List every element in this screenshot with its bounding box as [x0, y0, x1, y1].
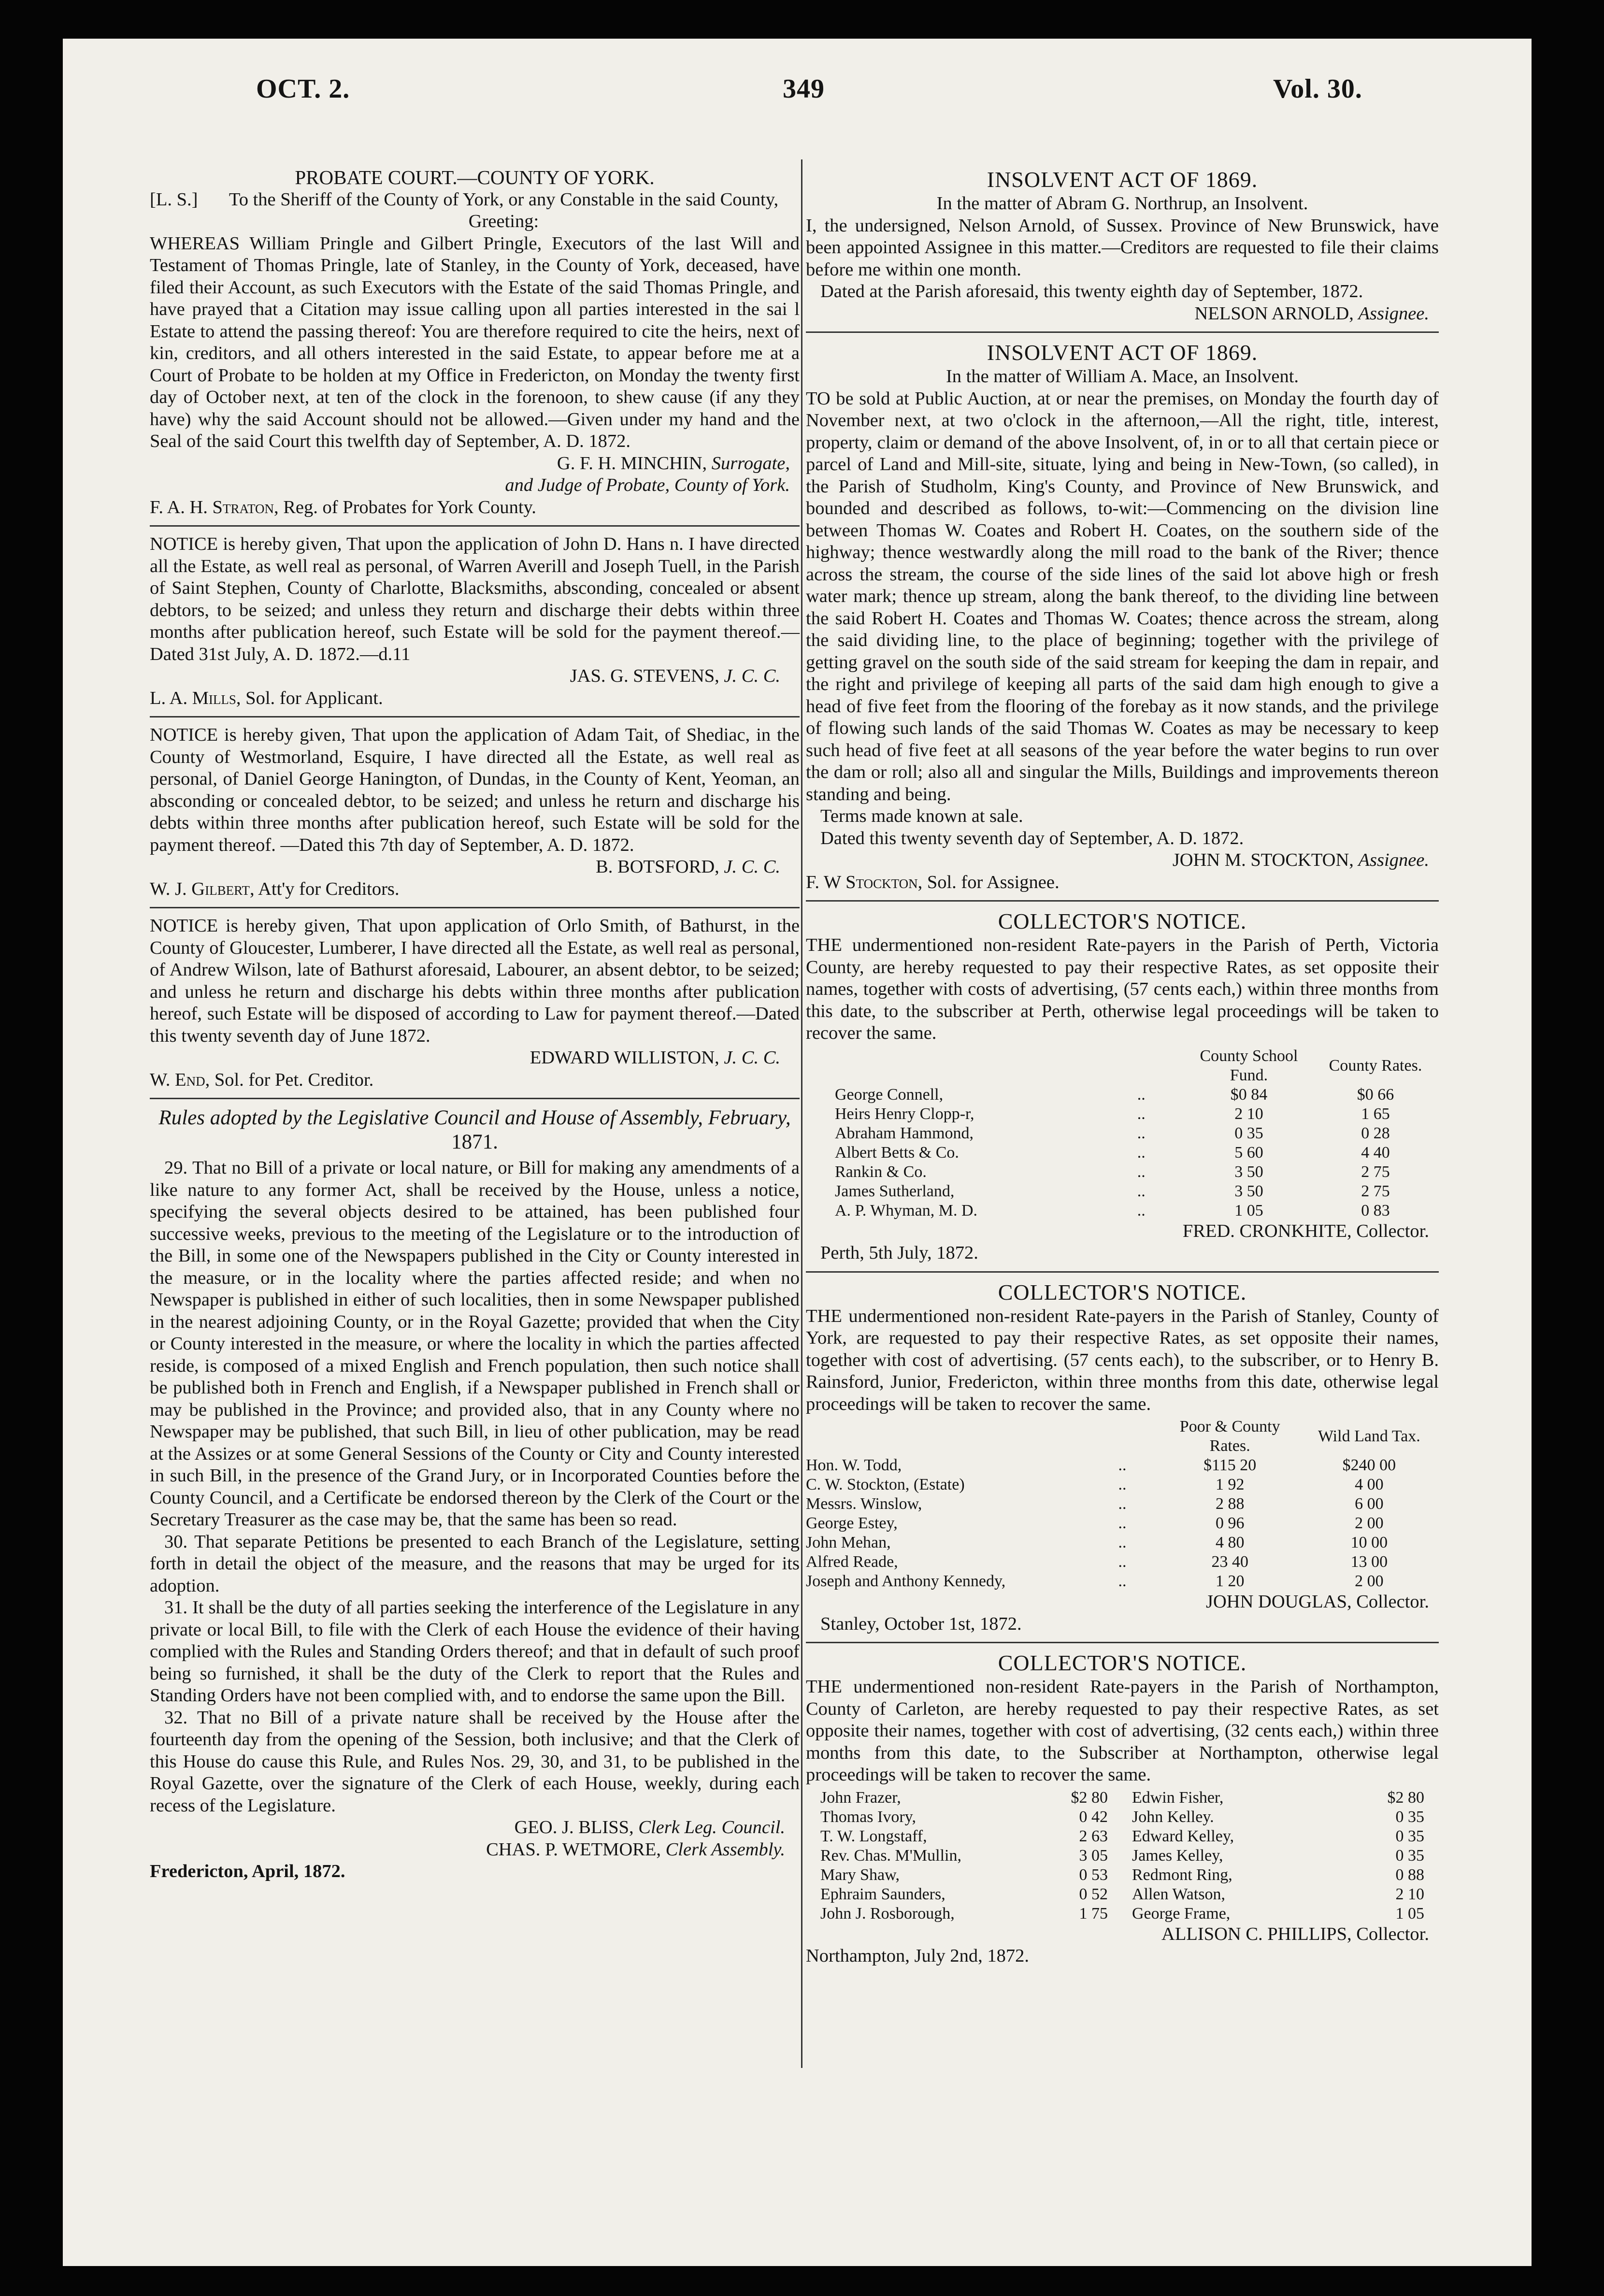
payer-name: Redmont Ring,	[1131, 1866, 1232, 1884]
signer-name: GEO. J. BLISS,	[514, 1817, 634, 1837]
table-cell	[1084, 1417, 1160, 1456]
solicitor-role: Att'y for Creditors.	[258, 878, 400, 899]
leader-dots: ..	[1118, 1476, 1127, 1493]
right-column	[806, 167, 1439, 1974]
leader-dots: ..	[1118, 1534, 1127, 1551]
amount-cell: 2 88	[1215, 1495, 1245, 1513]
insolvent-title: INSOLVENT ACT OF 1869.	[987, 340, 1258, 365]
table-row	[806, 1143, 1439, 1162]
solicitor-role: Sol. for Pet. Creditor.	[214, 1069, 374, 1090]
table-row	[806, 1085, 1439, 1105]
table-row	[806, 1904, 1439, 1923]
rules-place-date: Fredericton, April, 1872.	[150, 1861, 345, 1881]
amount-cell: 6 00	[1355, 1495, 1384, 1513]
payer-name: James Kelley,	[1131, 1846, 1223, 1865]
table-row	[806, 1533, 1439, 1552]
notice-solicitor	[150, 688, 800, 710]
signer-name: B. BOTSFORD,	[596, 857, 719, 877]
collector-place: Perth, 5th July, 1872.	[820, 1243, 978, 1263]
amount-cell: 0 42	[1079, 1808, 1108, 1826]
payer-name: John J. Rosborough,	[820, 1904, 955, 1923]
amount-cell: 0 53	[1079, 1866, 1108, 1884]
payer-name: Messrs. Winslow,	[806, 1495, 922, 1513]
signer-role: Clerk Assembly.	[665, 1839, 785, 1860]
table-row	[806, 1456, 1439, 1475]
amount-cell: 13 00	[1350, 1553, 1388, 1571]
probate-registrar	[150, 497, 800, 519]
probate-signature	[150, 453, 800, 475]
insolvent-matter: In the matter of Abram G. Northrup, an Insolvent.	[936, 193, 1308, 214]
rule-31: 31. It shall be the duty of all parties seeking the interference of the Legislature in any private or local Bill, to file with the Clerk of each House the evidence of their having complied with the Rules and Standing Orders thereof; and that in default of such proof being so furnished, it shall be the duty of the Clerk to report that the Rules and Standing Orders have not been complied with, and to endorse the same upon the Bill.	[150, 1597, 800, 1706]
rules-title-year: 1871.	[451, 1131, 498, 1153]
table-row	[806, 1788, 1439, 1808]
insolvent-northrup	[806, 167, 1439, 333]
amount-cell: 2 75	[1361, 1162, 1390, 1181]
collector-body: THE undermentioned non-resident Rate-payers in the Parish of Northampton, County of Carleton, are hereby requested to pay their respective Rates, as set opposite their names, together with cost of advertising, (32 cents each,) within three months from this date, to the Subscriber at Northampton, otherwise legal proceedings will be taken to recover the same.	[806, 1677, 1439, 1785]
leader-dots: ..	[1137, 1201, 1146, 1220]
payer-name: Edward Kelley,	[1131, 1827, 1234, 1845]
signer-name: NELSON ARNOLD,	[1194, 303, 1354, 324]
table-row	[806, 1182, 1439, 1201]
payer-name: Rankin & Co.	[835, 1162, 927, 1181]
amount-cell: 0 35	[1234, 1124, 1263, 1142]
probate-address: To the Sheriff of the County of York, or any Constable in the said County, Greeting:	[229, 189, 779, 231]
amount-cell: 5 60	[1234, 1143, 1263, 1162]
amount-cell: 1 92	[1215, 1476, 1245, 1493]
payer-name: Thomas Ivory,	[820, 1808, 916, 1826]
column-header: County Rates.	[1329, 1056, 1422, 1075]
page-number: 349	[783, 74, 825, 104]
signer-role: Assignee.	[1358, 850, 1429, 870]
notice-body: NOTICE is hereby given, That upon the application of John D. Hans n. I have directed all the Estate, as well real as personal, of Warren Averill and Joseph Tuell, in the Parish of Saint Stephen, County of Charlotte, Blacksmiths, absconding, concealed or absent debtors, to be seized; and unless they return and discharge their debts within three months after publication hereof, such Estate will be sold for the payment thereof.—Dated 31st July, A. D. 1872.—d.11	[150, 534, 800, 664]
column-header: County School Fund.	[1200, 1047, 1298, 1084]
signer-role: J. C. C.	[724, 666, 780, 686]
amount-cell: 0 35	[1395, 1827, 1424, 1845]
table-row	[806, 1105, 1439, 1124]
table-row	[806, 1866, 1439, 1885]
insolvent-dated: Dated this twenty seventh day of September, A. D. 1872.	[820, 828, 1244, 848]
amount-cell: 1 65	[1361, 1105, 1390, 1123]
payer-name: Edwin Fisher,	[1131, 1788, 1224, 1807]
divider	[806, 331, 1439, 333]
rules-signature-council	[150, 1817, 800, 1839]
signer-name: G. F. H. MINCHIN,	[557, 453, 707, 474]
notice-signature	[150, 856, 800, 878]
payer-name: T. W. Longstaff,	[820, 1827, 927, 1845]
table-row	[806, 1846, 1439, 1866]
payer-name: Joseph and Anthony Kennedy,	[806, 1572, 1006, 1590]
probate-title: PROBATE COURT.—COUNTY OF YORK.	[295, 166, 655, 188]
registrar-role: Reg. of Probates for York County.	[283, 497, 536, 517]
amount-cell: 2 63	[1079, 1827, 1108, 1845]
table-row	[806, 1808, 1439, 1827]
amount-cell: 0 35	[1395, 1808, 1424, 1826]
collector-stanley	[806, 1279, 1439, 1644]
collector-signature: ALLISON C. PHILLIPS, Collector.	[1161, 1923, 1429, 1944]
leader-dots: ..	[1118, 1572, 1127, 1590]
amount-cell: 4 80	[1215, 1534, 1245, 1551]
collector-rows	[806, 1456, 1439, 1591]
table-header	[806, 1417, 1439, 1456]
collector-table	[806, 1788, 1439, 1923]
amount-cell: 2 10	[1395, 1885, 1424, 1903]
amount-cell: 10 00	[1350, 1534, 1388, 1551]
column-divider	[801, 159, 802, 2068]
amount-cell: 2 00	[1355, 1572, 1384, 1590]
amount-cell: 2 10	[1234, 1105, 1263, 1123]
amount-cell: 0 88	[1395, 1866, 1424, 1884]
leader-dots: ..	[1137, 1085, 1146, 1104]
collector-northampton	[806, 1650, 1439, 1967]
amount-cell: 4 00	[1355, 1476, 1384, 1493]
signer-role: J. C. C.	[724, 1048, 780, 1068]
divider	[150, 716, 800, 718]
insolvent-signature	[806, 849, 1439, 872]
left-column	[150, 167, 800, 1890]
collector-rows	[806, 1085, 1439, 1220]
amount-cell: $0 66	[1357, 1085, 1394, 1104]
solicitor-name: L. A. Mills,	[150, 688, 241, 708]
leader-dots: ..	[1137, 1143, 1146, 1162]
signer-name: JOHN M. STOCKTON,	[1172, 850, 1354, 870]
seal-mark: [L. S.]	[150, 189, 198, 210]
payer-name: George Frame,	[1131, 1904, 1231, 1923]
notice-signature	[150, 665, 800, 688]
table-row	[806, 1124, 1439, 1143]
amount-cell: $2 80	[1387, 1788, 1424, 1807]
table-row	[806, 1514, 1439, 1533]
leader-dots: ..	[1137, 1124, 1146, 1142]
payer-name: John Kelley.	[1131, 1808, 1214, 1826]
collector-place: Stanley, October 1st, 1872.	[820, 1613, 1022, 1634]
payer-name: George Connell,	[835, 1085, 944, 1104]
amount-cell: 1 05	[1234, 1201, 1263, 1220]
divider	[806, 1642, 1439, 1643]
payer-name: Abraham Hammond,	[835, 1124, 974, 1142]
insolvent-mace	[806, 340, 1439, 902]
amount-cell: 3 50	[1234, 1182, 1263, 1200]
signer-name: JAS. G. STEVENS,	[570, 666, 719, 686]
payer-name: Rev. Chas. M'Mullin,	[820, 1846, 961, 1865]
insolvent-matter: In the matter of William A. Mace, an Insolvent.	[945, 366, 1299, 387]
payer-name: Allen Watson,	[1131, 1885, 1226, 1903]
rule-29: 29. That no Bill of a private or local nature, or Bill for making any amendments of a like nature to any former Act, shall be received by the House, unless a notice, specifying the several objects desired to be attained, has been published four successive weeks, previous to the meeting of the Legislature or to the introduction of the Bill, in some one of the Newspapers published in the City or County interested in the measure, or in the locality where the parties affected reside; and when no Newspaper is published in either of such localities, then in some Newspaper published in the nearest adjoining County, or in the Royal Gazette; provided that when the City or County interested in the measure, or where the locality in which the parties affected reside, is composed of a mixed English and French population, then such notice shall be published both in French and English, if a Newspaper published in French shall or may be published in the Province; and provided also, that in any County where no Newspaper may be published, that such Bill, in lieu of other publication, may be read at the Assizes or at some General Sessions of the County or City and County interested in such Bill, in the presence of the Grand Jury, or in Incorporated Counties before the County Council, and a Certificate be endorsed thereon by the Clerk of the Court or the Secretary Treasurer as the case may be, that the same has been so read.	[150, 1158, 800, 1530]
collector-title: COLLECTOR'S NOTICE.	[998, 909, 1247, 933]
column-header: Poor & County Rates.	[1179, 1418, 1280, 1455]
collector-table	[806, 1047, 1439, 1220]
collector-body: THE undermentioned non-resident Rate-payers in the Parish of Perth, Victoria County, are hereby requested to pay their respective Rates, as set opposite their names, together with costs of advertising, (57 cents each,) within three months from this date, to the subscriber at Perth, otherwise legal proceedings will be taken to recover the same.	[806, 935, 1439, 1043]
amount-cell: 1 20	[1215, 1572, 1245, 1590]
probate-signature-role: and Judge of Probate, County of York.	[505, 475, 790, 495]
amount-cell: 23 40	[1211, 1553, 1248, 1571]
notice-body: NOTICE is hereby given, That upon the application of Adam Tait, of Shediac, in the County of Westmorland, Esquire, I have directed all the Estate, as well real as personal, of Daniel George Hanington, of Dundas, in the County of Kent, Yeoman, an absconding or concealed debtor, to be seized; and unless he return and discharge his debts within three months after publication hereof, such Estate will be sold for the payment thereof. —Dated this 7th day of September, A. D. 1872.	[150, 725, 800, 855]
solicitor-name: F. W Stockton,	[806, 872, 923, 892]
table-header	[806, 1047, 1439, 1085]
amount-cell: 1 05	[1395, 1904, 1424, 1923]
table-row	[806, 1827, 1439, 1846]
amount-cell: $115 20	[1203, 1456, 1257, 1474]
payer-name: Heirs Henry Clopp-r,	[835, 1105, 974, 1123]
solicitor-role: Sol. for Assignee.	[927, 872, 1060, 892]
amount-cell: 0 35	[1395, 1846, 1424, 1865]
table-row	[806, 1572, 1439, 1591]
amount-cell: 0 52	[1079, 1885, 1108, 1903]
notice-botsford	[150, 724, 800, 908]
solicitor-role: Sol. for Applicant.	[245, 688, 383, 708]
amount-cell: 0 83	[1361, 1201, 1390, 1220]
insolvent-signature	[806, 303, 1439, 325]
leader-dots: ..	[1137, 1182, 1146, 1200]
collector-table	[806, 1417, 1439, 1591]
insolvent-dated: Dated at the Parish aforesaid, this twenty eighth day of September, 1872.	[820, 281, 1363, 301]
amount-cell: $0 84	[1230, 1085, 1268, 1104]
collector-place: Northampton, July 2nd, 1872.	[806, 1946, 1029, 1966]
payer-name: Ephraim Saunders,	[820, 1885, 945, 1903]
amount-cell: 3 05	[1079, 1846, 1108, 1865]
solicitor-name: W. End,	[150, 1069, 210, 1090]
collector-rows	[806, 1788, 1439, 1923]
payer-name: Albert Betts & Co.	[835, 1143, 959, 1162]
payer-name: Mary Shaw,	[820, 1866, 900, 1884]
leader-dots: ..	[1118, 1514, 1127, 1532]
table-row	[806, 1201, 1439, 1220]
leader-dots: ..	[1118, 1456, 1127, 1474]
divider	[150, 907, 800, 908]
notice-solicitor	[150, 878, 800, 901]
amount-cell: 3 50	[1234, 1162, 1263, 1181]
signer-role: Assignee.	[1358, 303, 1429, 324]
signer-role: J. C. C.	[724, 857, 780, 877]
rule-32: 32. That no Bill of a private nature shall be received by the House after the fourteenth day from the opening of the Session, both inclusive; and that the Clerk of this House do cause this Rule, and Rules Nos. 29, 30, and 31, to be published in the Royal Gazette, over the signature of the Clerk of each House, weekly, during each recess of the Legislature.	[150, 1707, 800, 1816]
table-cell	[806, 1417, 1084, 1456]
divider	[806, 900, 1439, 902]
signer-name: EDWARD WILLISTON,	[530, 1048, 719, 1068]
rules-signature-assembly	[150, 1839, 800, 1861]
amount-cell: 2 75	[1361, 1182, 1390, 1200]
collector-perth	[806, 908, 1439, 1273]
notice-williston	[150, 915, 800, 1099]
rules-title-text: Rules adopted by the Legislative Council and House of Assembly, February,	[158, 1106, 791, 1129]
table-row	[806, 1494, 1439, 1514]
collector-title: COLLECTOR'S NOTICE.	[998, 1650, 1247, 1675]
amount-cell: $240 00	[1342, 1456, 1396, 1474]
table-row	[806, 1475, 1439, 1494]
header-date: OCT. 2.	[256, 74, 350, 104]
payer-name: James Sutherland,	[835, 1182, 955, 1200]
probate-address-row	[150, 189, 800, 233]
leader-dots: ..	[1118, 1553, 1127, 1571]
header-volume: Vol. 30.	[1273, 74, 1362, 104]
registrar-name: F. A. H. Straton,	[150, 497, 279, 517]
collector-title: COLLECTOR'S NOTICE.	[998, 1279, 1247, 1305]
table-row	[806, 1885, 1439, 1904]
leader-dots: ..	[1137, 1162, 1146, 1181]
signer-role: Surrogate,	[711, 453, 790, 474]
payer-name: A. P. Whyman, M. D.	[835, 1201, 977, 1220]
insolvent-solicitor	[806, 872, 1439, 894]
notice-solicitor	[150, 1069, 800, 1091]
divider	[150, 1098, 800, 1099]
amount-cell: 0 28	[1361, 1124, 1390, 1142]
notice-stevens	[150, 533, 800, 718]
signer-name: CHAS. P. WETMORE,	[486, 1839, 661, 1860]
table-cell	[806, 1047, 1097, 1085]
rules-title	[150, 1106, 800, 1154]
signer-role: Clerk Leg. Council.	[638, 1817, 785, 1837]
payer-name: John Frazer,	[820, 1788, 901, 1807]
collector-signature: JOHN DOUGLAS, Collector.	[1206, 1592, 1429, 1612]
leader-dots: ..	[1118, 1495, 1127, 1513]
table-cell	[1097, 1047, 1186, 1085]
rule-30: 30. That separate Petitions be presented to each Branch of the Legislature, setting forth in detail the object of the measure, and the reasons that may be urged for its adoption.	[150, 1531, 800, 1596]
amount-cell: 2 00	[1355, 1514, 1384, 1532]
collector-body: THE undermentioned non-resident Rate-payers in the Parish of Stanley, County of York, are requested to pay their respective Rates, as set opposite their names, together with cost of advertising. (57 cents each), to the subscriber, or to Henry B. Rainsford, Junior, Fredericton, within three months from this date, otherwise legal proceedings will be taken to recover the same.	[806, 1306, 1439, 1414]
table-row	[806, 1162, 1439, 1182]
column-header: Wild Land Tax.	[1318, 1427, 1420, 1445]
amount-cell: 0 96	[1215, 1514, 1245, 1532]
probate-notice	[150, 167, 800, 527]
insolvent-body: TO be sold at Public Auction, at or near the premises, on Monday the fourth day of November next, at two o'clock in the afternoon,—All the right, title, interest, property, claim or demand of the above Insolvent, of, in or to all that certain piece or parcel of Land and Mill-site, situate, lying and being in New-Town, (so called), in the Parish of Studholm, King's County, and Province of New Brunswick, and bounded and described as follows, to-wit:—Commencing on the division line between Thomas W. Coates and Robert H. Coates, on the southern side of the highway; thence westwardly along the mill road to the bank of the River; thence across the stream, the course of the side lines of the said lot above high or fresh water mark; thence up stream, along the bank thereof, to the dividing line between the said Robert H. Coates and Thomas W. Coates; thence across the stream, along the said dividing line, to the place of beginning; together with the privilege of getting gravel on the south side of the said stream for keeping the dam in repair, and the right and privilege of keeping all parts of the said dam high enough to give a head of five feet from the flooring of the forebay as it now stands, and the privilege of flowing such lands of the said Thomas W. Coates as may be necessary to keep such head of five feet at all seasons of the year before the water begins to run over the dam or roll; also all and singular the Mills, Buildings and improvements thereon standing and being.	[806, 388, 1439, 804]
solicitor-name: W. J. Gilbert,	[150, 878, 255, 899]
insolvent-body: I, the undersigned, Nelson Arnold, of Sussex. Province of New Brunswick, have been appointed Assignee in this matter.—Creditors are requested to file their claims before me within one month.	[806, 215, 1439, 280]
divider	[806, 1271, 1439, 1273]
amount-cell: 4 40	[1361, 1143, 1390, 1162]
payer-name: John Mehan,	[806, 1534, 891, 1551]
amount-cell: 1 75	[1079, 1904, 1108, 1923]
leader-dots: ..	[1137, 1105, 1146, 1123]
probate-body: WHEREAS William Pringle and Gilbert Pringle, Executors of the last Will and Testament of Thomas Pringle, late of Stanley, in the County of York, deceased, have filed their Account, as such Executors with the Estate of the said Thomas Pringle, and have prayed that a Citation may issue calling upon all parties interested in the sai l Estate to attend the passing thereof: You are therefore required to cite the heirs, next of kin, creditors, and all others interested in the said Estate, to appear before me at a Court of Probate to be holden at my Office in Fredericton, on Monday the twenty first day of October next, at ten of the clock in the forenoon, to shew cause (if any they have) why the said Account should not be allowed.—Given under my hand and the Seal of the said Court this twelfth day of September, A. D. 1872.	[150, 233, 800, 451]
payer-name: Alfred Reade,	[806, 1553, 898, 1571]
collector-signature: FRED. CRONKHITE, Collector.	[1182, 1220, 1429, 1241]
table-row	[806, 1552, 1439, 1572]
payer-name: Hon. W. Todd,	[806, 1456, 902, 1474]
amount-cell: $2 80	[1071, 1788, 1108, 1807]
legislative-rules	[150, 1106, 800, 1883]
payer-name: C. W. Stockton, (Estate)	[806, 1476, 965, 1493]
notice-signature	[150, 1047, 800, 1069]
payer-name: George Estey,	[806, 1514, 898, 1532]
divider	[150, 525, 800, 527]
notice-body: NOTICE is hereby given, That upon application of Orlo Smith, of Bathurst, in the County of Gloucester, Lumberer, I have directed all the Estate, as well real as personal, of Andrew Wilson, late of Bathurst aforesaid, Labourer, an absent debtor, to be seized; and unless he return and discharge his debts within three months after publication hereof, such Estate will be disposed of according to Law for payment thereof.—Dated this twenty seventh day of June 1872.	[150, 916, 800, 1046]
insolvent-terms: Terms made known at sale.	[820, 806, 1023, 826]
insolvent-title: INSOLVENT ACT OF 1869.	[987, 167, 1258, 192]
